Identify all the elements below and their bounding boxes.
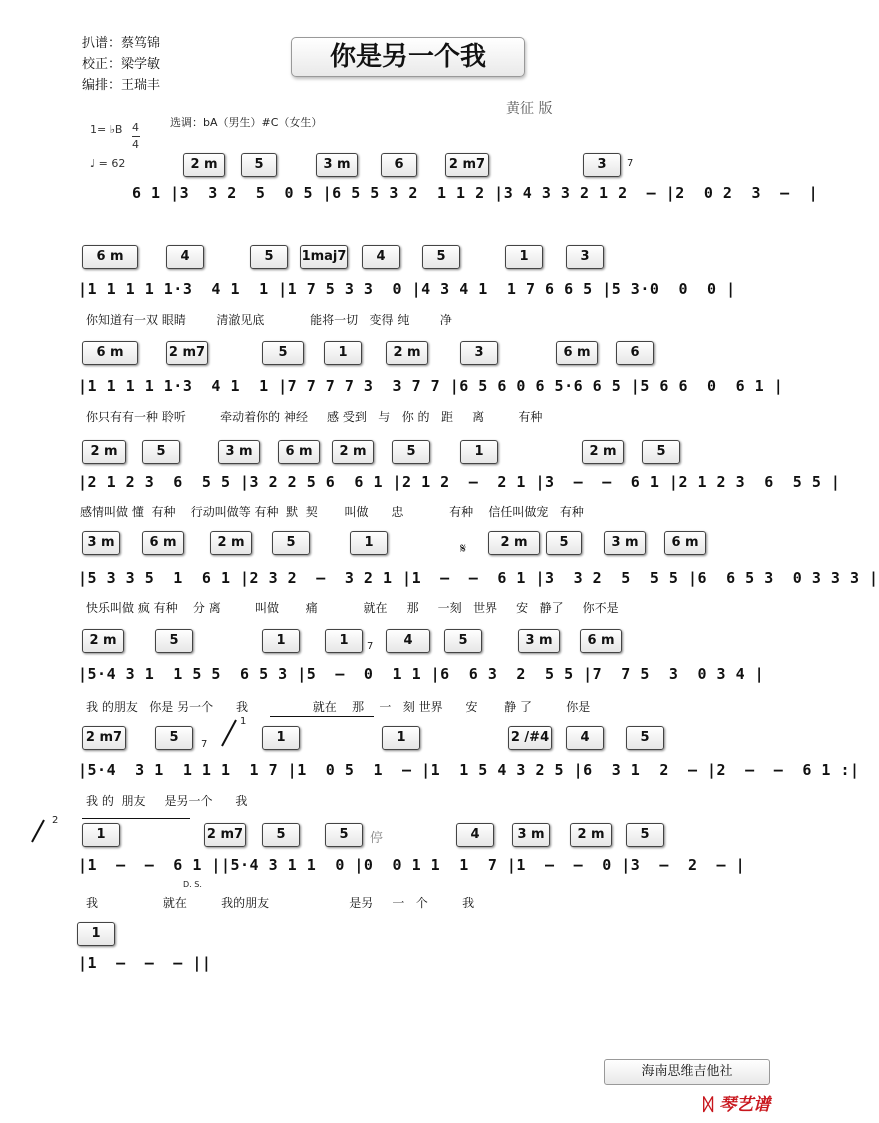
- chord-box: 2 m: [488, 531, 540, 555]
- chord-box: 1: [262, 629, 300, 653]
- chord-box: 3 m: [82, 531, 120, 555]
- volta-number: 1: [240, 716, 247, 727]
- chord-box: 2 m: [82, 629, 124, 653]
- chord-box: 1: [262, 726, 300, 750]
- key-signature: [90, 121, 139, 151]
- chord-box: 2 m7: [204, 823, 246, 847]
- chord-box: 6 m: [664, 531, 706, 555]
- chord-box: 5: [142, 440, 180, 464]
- chord-box: 5: [626, 823, 664, 847]
- stop-label: 停: [370, 831, 384, 846]
- chord-box: 1: [82, 823, 120, 847]
- chord-box: 3 m: [512, 823, 550, 847]
- time-sig-bottom: 4: [132, 138, 139, 151]
- lyrics-line: 我 就在 我的朋友 是另 一 个 我: [86, 896, 475, 910]
- notation-line: |1 – – 6 1 ||5·4 3 1 1 0 |0 0 1 1 1 7 |1 – – 0 |3 – 2 – |: [78, 856, 746, 874]
- chord-box: 6 m: [278, 440, 320, 464]
- chord-box: 2 m: [582, 440, 624, 464]
- notation-line: |2 1 2 3 6 5 5 |3 2 2 5 6 6 1 |2 1 2 – 2 1 |3 – – 6 1 |2 1 2 3 6 5 5 |: [78, 473, 841, 491]
- notation-line: |1 1 1 1 1·3 4 1 1 |7 7 7 7 3 3 7 7 |6 5 6 0 6 5·6 6 5 |5 6 6 0 6 1 |: [78, 377, 784, 395]
- chord-box: 5: [642, 440, 680, 464]
- chord-box: 5: [241, 153, 277, 177]
- credit-proofreader: 校正：梁学敏: [82, 57, 161, 72]
- chord-box: 5: [272, 531, 310, 555]
- notation-line: |1 1 1 1 1·3 4 1 1 |1 7 5 3 3 0 |4 3 4 1 1 7 6 6 5 |5 3·0 0 0 |: [78, 280, 736, 298]
- chord-box: 5: [626, 726, 664, 750]
- lyrics-line: 我 的朋友 你是 另一个 我 就在 那 一 刻 世界 安 静 了 你是: [86, 700, 591, 714]
- chord-box: 6 m: [82, 341, 138, 365]
- chord-box: 5: [250, 245, 288, 269]
- chord-box: 6 m: [580, 629, 622, 653]
- chord-suffix: 7: [367, 641, 374, 652]
- chord-suffix: 7: [627, 158, 634, 169]
- chord-box: 6 m: [142, 531, 184, 555]
- chord-box: 4: [386, 629, 430, 653]
- credit-arranger: 编排：王瑞丰: [82, 78, 161, 93]
- chord-box: 6 m: [556, 341, 598, 365]
- credit-transcriber: 扒谱：蔡笃锦: [82, 36, 161, 51]
- chord-box: 3 m: [604, 531, 646, 555]
- notation-line: |5·4 3 1 1 1 1 1 7 |1 0 5 1 – |1 1 5 4 3 2 5 |6 3 1 2 – |2 – – 6 1 :|: [78, 761, 860, 779]
- tempo-mark: ♩ = 62: [90, 157, 126, 170]
- lyrics-line: 快乐叫做 疯 有种 分 离 叫做 痛 就在 那 一刻 世界 安 静了 你不是: [86, 601, 619, 615]
- chord-box: 3 m: [518, 629, 560, 653]
- logo-icon: ᛞ: [703, 1095, 714, 1115]
- chord-box: 1: [350, 531, 388, 555]
- chord-box: 6: [616, 341, 654, 365]
- chord-box: 5: [262, 823, 300, 847]
- notation-line: |1 – – – ||: [78, 954, 212, 972]
- chord-box: 1: [460, 440, 498, 464]
- chord-box: 5: [422, 245, 460, 269]
- chord-box: 2 m: [210, 531, 252, 555]
- page-title: 你是另一个我: [291, 37, 525, 77]
- edition-label: 黄征 版: [506, 101, 553, 117]
- chord-box: 2 /#4: [508, 726, 552, 750]
- chord-box: 6 m: [82, 245, 138, 269]
- volta-line: [82, 818, 190, 819]
- chord-box: 6: [381, 153, 417, 177]
- segno-icon: 𝄋: [460, 541, 467, 557]
- lyrics-line: 你知道有一双 眼睛 清澈见底 能将一切 变得 纯 净: [86, 313, 452, 327]
- chord-box: 5: [392, 440, 430, 464]
- chord-box: 5: [546, 531, 582, 555]
- volta-number: 2: [52, 815, 59, 826]
- ds-mark: D. S.: [183, 880, 202, 889]
- chord-box: 1: [382, 726, 420, 750]
- chord-box: 3: [460, 341, 498, 365]
- logo-text: 琴艺谱: [719, 1095, 771, 1115]
- chord-box: 5: [262, 341, 304, 365]
- chord-box: 2 m: [386, 341, 428, 365]
- site-logo: [703, 1090, 770, 1115]
- chord-box: 1: [324, 341, 362, 365]
- chord-box: 4: [166, 245, 204, 269]
- chord-box: 4: [362, 245, 400, 269]
- volta-line: [270, 716, 374, 717]
- chord-box: 5: [155, 629, 193, 653]
- chord-box: 1maj7: [300, 245, 348, 269]
- tuning-note: 选调：bA（男生）#C（女生）: [170, 116, 323, 129]
- notation-line: 6 1 |3 3 2 5 0 5 |6 5 5 3 2 1 1 2 |3 4 3 3 2 1 2 – |2 0 2 3 – |: [132, 184, 819, 202]
- lyrics-line: 感情叫做 懂 有种 行动叫做等 有种 默 契 叫做 忠 有种 信任叫做宠 有种: [80, 505, 584, 519]
- chord-box: 5: [444, 629, 482, 653]
- lyrics-line: 你只有有一种 聆听 牵动着你的 神经 感 受到 与 你 的 距 离 有种: [86, 410, 543, 424]
- time-sig-top: 4: [132, 121, 139, 134]
- chord-box: 2 m: [332, 440, 374, 464]
- chord-box: 1: [325, 629, 363, 653]
- chord-box: 4: [566, 726, 604, 750]
- publisher-label: 海南思维吉他社: [604, 1059, 770, 1085]
- chord-box: 3: [583, 153, 621, 177]
- chord-box: 3 m: [218, 440, 260, 464]
- chord-box: 3 m: [316, 153, 358, 177]
- chord-box: 5: [325, 823, 363, 847]
- chord-box: 2 m7: [445, 153, 489, 177]
- notation-line: |5 3 3 5 1 6 1 |2 3 2 – 3 2 1 |1 – – 6 1 |3 3 2 5 5 5 |6 6 5 3 0 3 3 3 |: [78, 569, 879, 587]
- notation-line: |5·4 3 1 1 5 5 6 5 3 |5 – 0 1 1 |6 6 3 2 5 5 |7 7 5 3 0 3 4 |: [78, 665, 765, 683]
- chord-box: 2 m7: [82, 726, 126, 750]
- chord-box: 2 m: [82, 440, 126, 464]
- chord-box: 1: [77, 922, 115, 946]
- chord-box: 1: [505, 245, 543, 269]
- chord-box: 2 m: [570, 823, 612, 847]
- chord-box: 3: [566, 245, 604, 269]
- chord-box: 2 m: [183, 153, 225, 177]
- chord-box: 4: [456, 823, 494, 847]
- chord-suffix: 7: [201, 739, 208, 750]
- chord-box: 2 m7: [166, 341, 208, 365]
- key-label: 1= ♭B: [90, 123, 123, 136]
- chord-box: 5: [155, 726, 193, 750]
- lyrics-line: 我 的 朋友 是另一个 我: [86, 794, 248, 808]
